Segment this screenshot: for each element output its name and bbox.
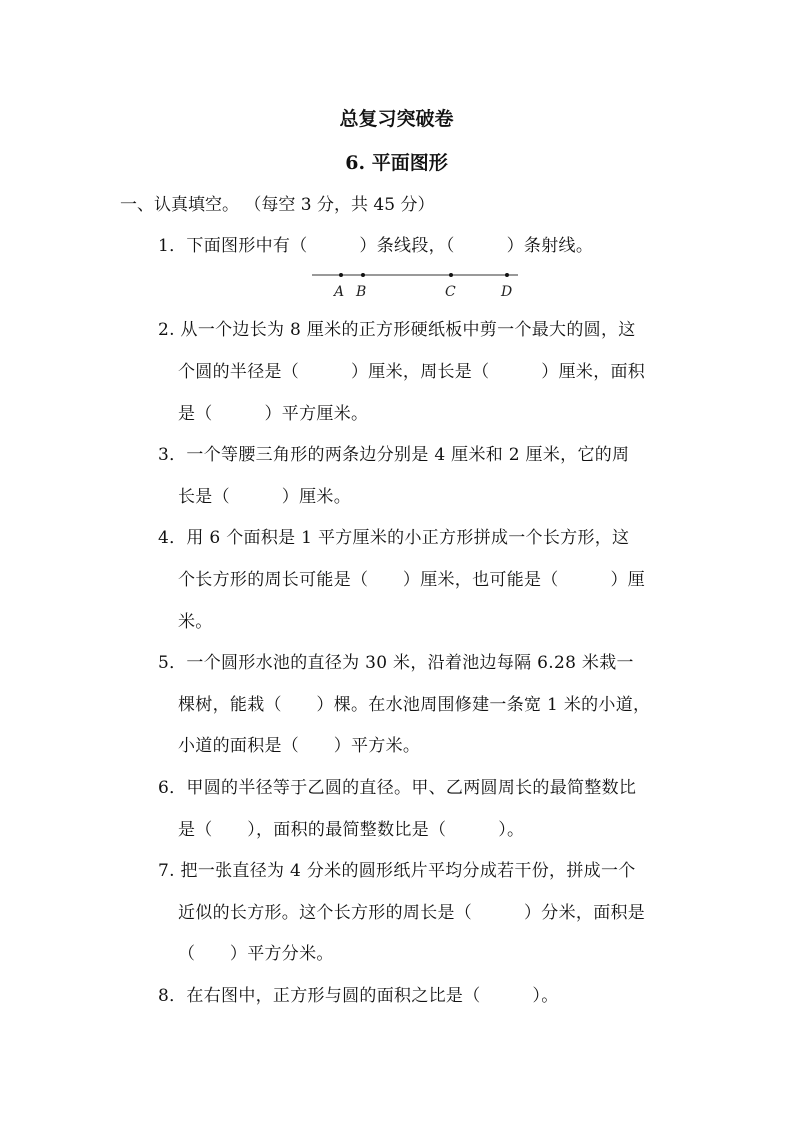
document-subtitle: 6. 平面图形 — [345, 152, 448, 174]
question-5-line-3: 小道的面积是（ ）平方米。 — [178, 736, 421, 756]
question-4-line-3: 米。 — [178, 612, 213, 632]
question-2-line-2: 个圆的半径是（ ）厘米，周长是（ ）厘米，面积 — [178, 362, 646, 382]
question-1-line-1: 1．下面图形中有（ ）条线段，（ ）条射线。 — [158, 236, 594, 256]
point-c — [449, 273, 453, 277]
point-d — [505, 273, 509, 277]
point-b — [361, 273, 365, 277]
question-3-line-1: 3．一个等腰三角形的两条边分别是 4 厘米和 2 厘米，它的周 — [158, 445, 630, 465]
question-5-line-1: 5．一个圆形水池的直径为 30 米，沿着池边每隔 6.28 米栽一 — [158, 653, 634, 673]
point-label-c: C — [445, 284, 456, 300]
question-6-line-1: 6．甲圆的半径等于乙圆的直径。甲、乙两圆周长的最简整数比 — [158, 778, 637, 798]
question-5-line-2: 棵树，能栽（ ）棵。在水池周围修建一条宽 1 米的小道， — [178, 695, 651, 715]
question-3-line-2: 长是（ ）厘米。 — [178, 487, 351, 507]
point-label-b: B — [356, 284, 367, 300]
question-7-line-3: （ ）平方分米。 — [178, 944, 334, 964]
question-8-line-1: 8．在右图中，正方形与圆的面积之比是（ ）。 — [158, 986, 559, 1006]
section-heading: 一、认真填空。 （每空 3 分，共 45 分） — [120, 195, 435, 215]
question-7-line-2: 近似的长方形。这个长方形的周长是（ ）分米，面积是 — [178, 903, 646, 923]
question-7-line-1: 7. 把一张直径为 4 分米的圆形纸片平均分成若干份，拼成一个 — [158, 861, 636, 881]
question-4-line-2: 个长方形的周长可能是（ ）厘米，也可能是（ ）厘 — [178, 570, 646, 590]
line-segment-figure — [310, 266, 530, 302]
question-6-line-2: 是（ ），面积的最简整数比是（ ）。 — [178, 820, 525, 840]
point-label-a: A — [334, 284, 345, 300]
question-2-line-3: 是（ ）平方厘米。 — [178, 404, 369, 424]
document-title: 总复习突破卷 — [339, 108, 454, 130]
question-2-line-1: 2. 从一个边长为 8 厘米的正方形硬纸板中剪一个最大的圆，这 — [158, 320, 636, 340]
point-a — [339, 273, 343, 277]
question-4-line-1: 4．用 6 个面积是 1 平方厘米的小正方形拼成一个长方形，这 — [158, 528, 630, 548]
point-label-d: D — [501, 284, 513, 300]
